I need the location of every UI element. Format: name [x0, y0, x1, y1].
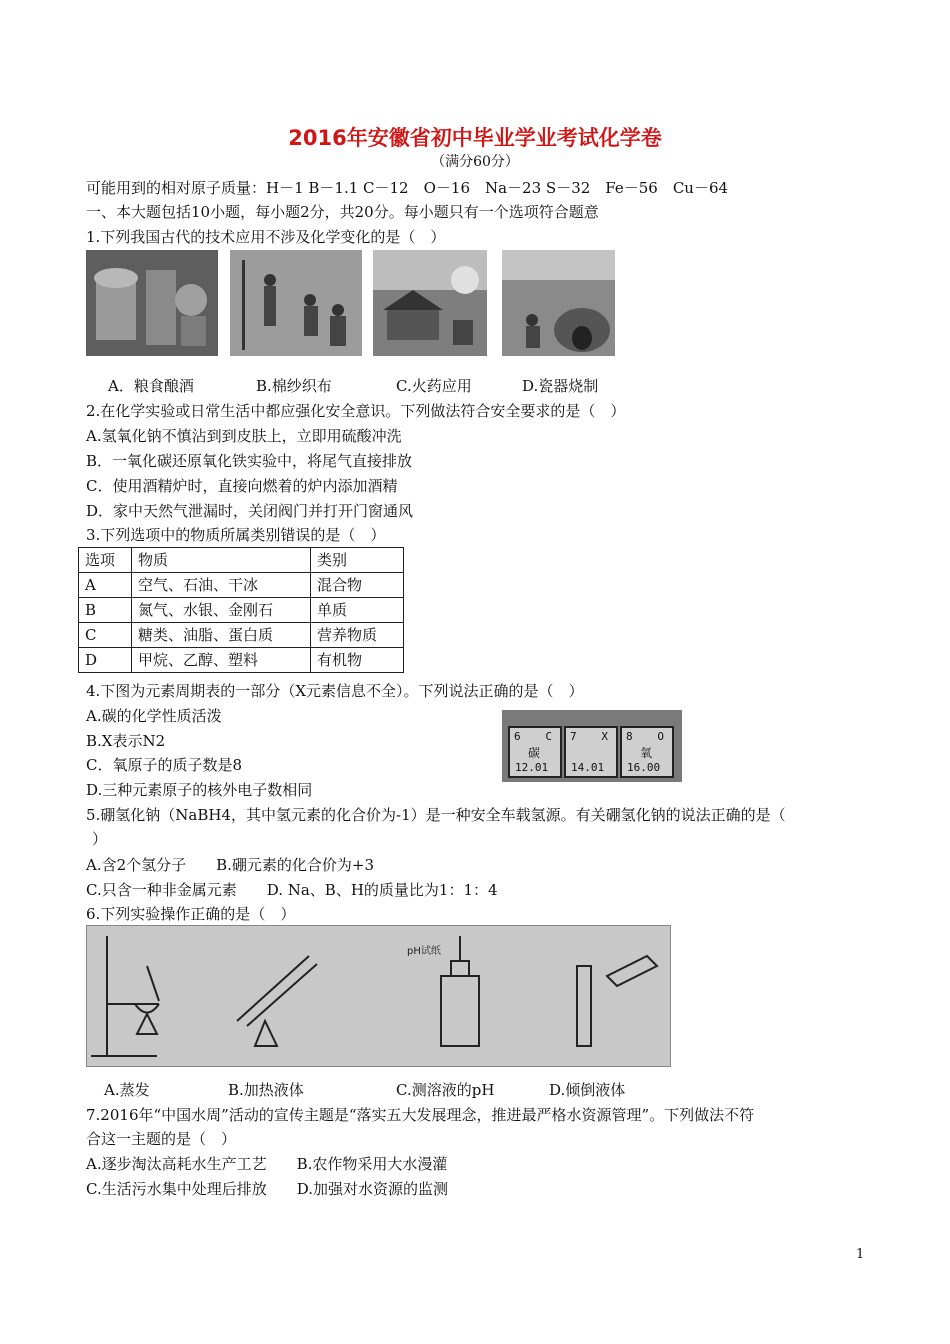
table-cell: 单质 — [311, 598, 404, 623]
element-mass: 12.01 — [515, 761, 549, 774]
table-header-cell: 选项 — [79, 548, 132, 573]
element-name: 氧 — [640, 746, 653, 760]
table-cell: D — [79, 648, 132, 673]
table-cell: 甲烷、乙醇、塑料 — [132, 648, 311, 673]
q6-lab-diagram — [86, 925, 671, 1067]
element-cell-x — [564, 726, 618, 778]
table-cell: C — [79, 623, 132, 648]
q1-option-c: C.火药应用 — [396, 377, 472, 395]
q7-stem-cont: 合这一主题的是（ ） — [86, 1130, 237, 1148]
q7-stem: 7.2016年“中国水周”活动的宣传主题是“落实五大发展理念，推进最严格水资源管理”。下列做法不符 — [86, 1106, 755, 1124]
q5-options-cd: C.只含一种非金属元素 D. Na、B、H的质量比为1：1：4 — [86, 881, 498, 899]
q5-stem-cont: ） — [92, 830, 108, 848]
table-cell: 营养物质 — [311, 623, 404, 648]
q6-option-b: B.加热液体 — [228, 1081, 304, 1099]
page-number: 1 — [856, 1247, 865, 1262]
q2-option-c: C．使用酒精炉时，直接向燃着的炉内添加酒精 — [86, 477, 398, 495]
table-cell: 氮气、水银、金刚石 — [132, 598, 311, 623]
ph-paper-label: pH试纸 — [407, 946, 441, 957]
table-row — [79, 623, 404, 648]
q2-option-a: A.氢氧化钠不慎沾到到皮肤上，立即用硫酸冲洗 — [86, 427, 402, 445]
table-header-cell: 物质 — [132, 548, 311, 573]
table-row — [79, 598, 404, 623]
q4-option-c: C．氧原子的质子数是8 — [86, 756, 243, 774]
q4-option-b: B.X表示N2 — [86, 732, 166, 750]
q4-option-a: A.碳的化学性质活泼 — [86, 707, 222, 725]
q5-stem: 5.硼氢化钠（NaBH4，其中氢元素的化合价为-1）是一种安全车载氢源。有关硼氢化钠的说法正确的是（ — [86, 806, 786, 824]
element-mass: 16.00 — [627, 761, 661, 774]
q4-option-d: D.三种元素原子的核外电子数相同 — [86, 781, 313, 799]
q6-option-d: D.倾倒液体 — [549, 1081, 626, 1099]
q1-image-brewing — [86, 250, 218, 356]
table-header-cell: 类别 — [311, 548, 404, 573]
table-cell: 空气、石油、干冰 — [132, 573, 311, 598]
element-cell-oxygen — [620, 726, 674, 778]
element-symbol: O — [657, 730, 664, 743]
table-header-row — [79, 548, 404, 573]
q6-option-c: C.测溶液的pH — [396, 1081, 495, 1099]
q3-table — [78, 547, 404, 673]
q2-option-b: B．一氧化碳还原氧化铁实验中，将尾气直接排放 — [86, 452, 413, 470]
element-symbol: X — [601, 730, 608, 743]
q5-options-ab: A.含2个氢分子 B.硼元素的化合价为+3 — [86, 856, 375, 874]
element-number: 7 — [570, 730, 577, 743]
table-row — [79, 573, 404, 598]
q1-stem: 1.下列我国古代的技术应用不涉及化学变化的是（ ） — [86, 228, 446, 246]
table-cell: 混合物 — [311, 573, 404, 598]
q2-stem: 2.在化学实验或日常生活中都应强化安全意识。下列做法符合安全要求的是（ ） — [86, 402, 626, 420]
q6-stem: 6.下列实验操作正确的是（ ） — [86, 905, 296, 923]
table-cell: A — [79, 573, 132, 598]
page-subtitle: （满分60分） — [431, 154, 519, 170]
q2-option-d: D．家中天然气泄漏时，关闭阀门并打开门窗通风 — [86, 502, 414, 520]
atomic-masses: 可能用到的相对原子质量：H－1 B－1.1 C－12 O－16 Na－23 S－32 Fe－56 Cu－64 — [86, 179, 729, 197]
q1-option-b: B.棉纱织布 — [256, 377, 332, 395]
element-number: 6 — [514, 730, 521, 743]
element-symbol: C — [545, 730, 552, 743]
table-cell: 糖类、油脂、蛋白质 — [132, 623, 311, 648]
page-title: 2016年安徽省初中毕业学业考试化学卷 — [288, 126, 662, 150]
q1-image-weaving — [230, 250, 362, 356]
periodic-table-fragment — [502, 710, 682, 782]
table-row — [79, 648, 404, 673]
table-cell: B — [79, 598, 132, 623]
element-number: 8 — [626, 730, 633, 743]
q6-option-a: A.蒸发 — [104, 1081, 150, 1099]
q1-option-a: A．粮食酿酒 — [108, 377, 194, 395]
q3-stem: 3.下列选项中的物质所属类别错误的是（ ） — [86, 526, 386, 544]
element-mass: 14.01 — [571, 761, 605, 774]
section-heading: 一、本大题包括10小题，每小题2分，共20分。每小题只有一个选项符合题意 — [86, 203, 599, 221]
q1-image-porcelain — [502, 250, 615, 356]
table-cell: 有机物 — [311, 648, 404, 673]
element-cell-carbon — [508, 726, 562, 778]
q7-options-ab: A.逐步淘汰高耗水生产工艺 B.农作物采用大水漫灌 — [86, 1155, 448, 1173]
q7-options-cd: C.生活污水集中处理后排放 D.加强对水资源的监测 — [86, 1180, 448, 1198]
q1-image-gunpowder — [373, 250, 487, 356]
q4-stem: 4.下图为元素周期表的一部分（X元素信息不全）。下列说法正确的是（ ） — [86, 682, 584, 700]
q1-option-d: D.瓷器烧制 — [522, 377, 599, 395]
element-name: 碳 — [528, 746, 541, 760]
